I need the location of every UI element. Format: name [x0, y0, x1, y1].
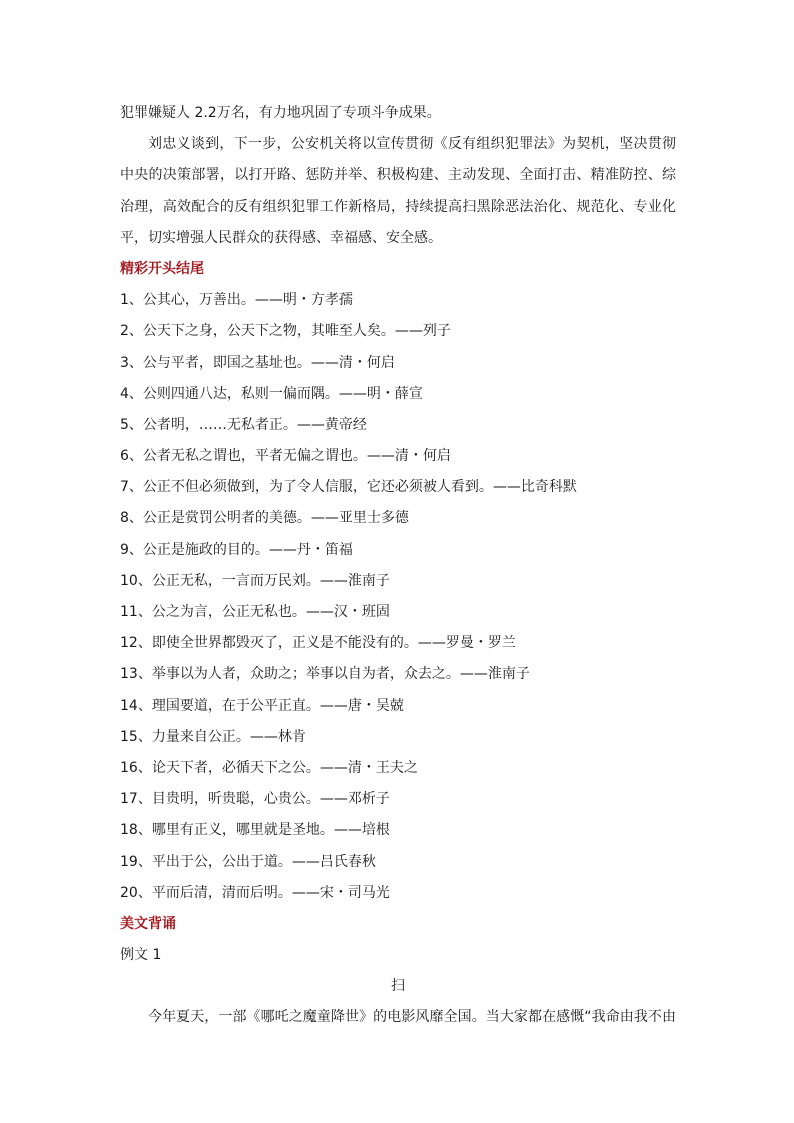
quote-item: 18、哪里有正义，哪里就是圣地。——培根	[120, 822, 390, 839]
quote-item: 16、论天下者，必循天下之公。——清・王夫之	[120, 759, 418, 776]
quote-item: 1、公其心，万善出。——明・方孝孺	[120, 292, 353, 309]
quote-item: 4、公则四通八达，私则一偏而隅。——明・薛宣	[120, 385, 423, 402]
quote-item: 11、公之为言，公正无私也。——汉・班固	[120, 604, 390, 620]
quote-item: 20、平而后清，清而后明。——宋・司马光	[120, 884, 390, 901]
essay-first-line: 今年夏天，一部《哪吒之魔童降世》的电影风靡全国。当大家都在感慨“我命由我不由	[148, 1009, 676, 1026]
quote-item: 19、平出于公，公出于道。——吕氏春秋	[120, 853, 376, 870]
section-heading-openings: 精彩开头结尾	[120, 260, 204, 277]
quote-item: 13、举事以为人者，众助之；举事以自为者，众去之。——淮南子	[120, 666, 530, 683]
quote-item: 10、公正无私，一言而万民刘。——淮南子	[120, 572, 390, 589]
example-label: 例文 1	[120, 947, 162, 964]
quote-item: 7、公正不但必须做到，为了令人信服，它还必须被人看到。——比奇科默	[120, 479, 577, 496]
quote-item: 9、公正是施政的目的。——丹・笛福	[120, 541, 353, 558]
quote-item: 5、公者明，……无私者正。——黄帝经	[120, 416, 367, 433]
quote-item: 3、公与平者，即国之基址也。——清・何启	[120, 354, 395, 371]
quote-item: 17、目贵明，听贵聪，心贵公。——邓析子	[120, 791, 390, 808]
quote-item: 8、公正是赏罚公明者的美德。——亚里士多德	[120, 510, 409, 527]
essay-title: 扫	[391, 978, 405, 995]
quote-item: 6、公者无私之谓也，平者无偏之谓也。——清・何启	[120, 448, 451, 465]
quote-item: 15、力量来自公正。——林肯	[120, 728, 306, 745]
quote-item: 14、理国要道，在于公平正直。——唐・吴兢	[120, 697, 404, 714]
quote-item: 12、即使全世界都毁灭了，正义是不能没有的。——罗曼・罗兰	[120, 635, 516, 652]
quote-list	[120, 285, 676, 909]
para2-line-2: 中央的决策部署，以打开路、惩防并举、积极构建、主动发现、全面打击、精准防控、综	[120, 167, 676, 184]
para2-line-4: 平，切实增强人民群众的获得感、幸福感、安全感。	[120, 229, 442, 246]
quote-item: 2、公天下之身，公天下之物，其唯至人矣。——列子	[120, 323, 451, 340]
section-heading-recitation: 美文背诵	[120, 915, 176, 932]
para1-line-1: 犯罪嫌疑人 2.2万名，有力地巩固了专项斗争成果。	[120, 105, 441, 121]
para2-line-3: 治理，高效配合的反有组织犯罪工作新格局，持续提高扫黑除恶法治化、规范化、专业化	[120, 198, 676, 215]
para2-line-1: 刘忠义谈到，下一步，公安机关将以宣传贯彻《反有组织犯罪法》为契机，坚决贯彻	[148, 136, 676, 153]
document-page	[120, 98, 676, 1034]
